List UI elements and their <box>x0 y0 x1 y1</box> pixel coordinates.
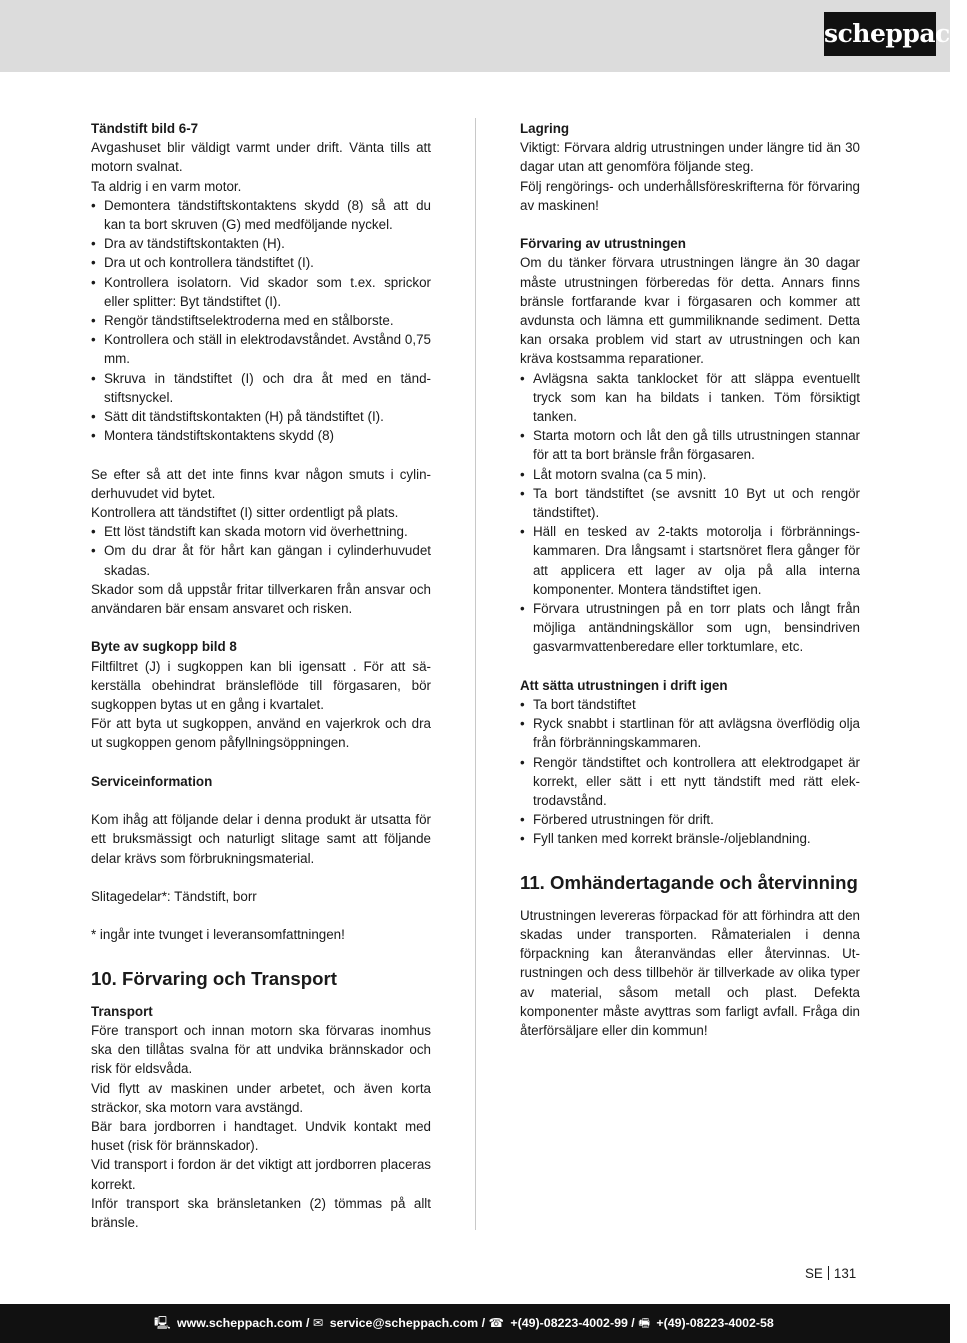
list-item: • Ta bort tändstiftet (se avsnitt 10 Byt ut och rengör tändstiftet). <box>520 484 860 522</box>
footer-bar <box>0 1304 950 1343</box>
spacer <box>91 868 431 887</box>
list-item: • Om du drar åt för hårt kan gängan i cylinderhuvudet skadas. <box>91 541 431 579</box>
list-item: • Demontera tändstiftskontaktens skydd (8) så att du kan ta bort skruven (G) med medföljande nyckel. <box>91 196 431 234</box>
subsection-heading: Att sätta utrustningen i drift igen <box>520 677 728 693</box>
page-number-value: 131 <box>833 1266 857 1281</box>
paragraph: Utrustningen levereras förpackad för att förhindra att den skadas under transporten. Råmaterialen i denna förpackning kan återanvändas eller återvinnas. Utrustningen och dess tillbehör är tillverkade av olika typer av material, såsom metall och plast. Defekta komponenter måste avyttras som farligt avfall. Fråga din återförsäljare eller din kommun! <box>520 907 860 1039</box>
left-column <box>91 119 431 1232</box>
paragraph: Slitagedelar*: Tändstift, borr <box>91 889 257 905</box>
paragraph: Filtfiltret (J) i sugkoppen kan bli igensatt . För att säkerställa obehindrat bränsleflöde till förgasaren, bör sugkoppen bytas ut en gång i kvartalet. <box>91 658 431 713</box>
spacer <box>91 945 431 964</box>
bullet-list <box>91 522 431 580</box>
page-language: SE <box>805 1266 823 1281</box>
footer-phone: +(49)-08223-4002-99 / <box>510 1316 635 1330</box>
footer-web-link[interactable]: www.scheppach.com / <box>176 1316 310 1330</box>
subsection-heading: Tändstift bild 6-7 <box>91 121 199 136</box>
spacer <box>520 849 860 868</box>
list-item: • Ett löst tändstift kan skada motorn vid överhettning. <box>91 522 431 541</box>
list-item: • Ta bort tändstiftet <box>520 695 860 714</box>
paragraph: Vid flytt av maskinen under arbetet, och även korta sträckor, ska motorn vara avstängd. <box>91 1080 431 1115</box>
list-item: • Låt motorn svalna (ca 5 min). <box>520 465 860 484</box>
list-item: • Sätt dit tändstiftskontakten (H) på tändstiftet (I). <box>91 407 431 426</box>
spacer <box>91 618 431 637</box>
paragraph: Kom ihåg att följande delar i denna produkt är utsatta för ett bruksmässigt och naturligt slitage samt att följande delar krävs som förbrukningsmaterial. <box>91 812 431 866</box>
subsection-heading: Byte av sugkopp bild 8 <box>91 639 237 655</box>
spacer <box>91 445 431 464</box>
list-item: • Avlägsna sakta tanklocket för att släppa eventuellt tryck som kan ha bildats i tanken. Töm försiktigt tanken. <box>520 369 860 427</box>
phone-icon: ☎ <box>488 1316 504 1330</box>
spacer <box>520 657 860 676</box>
list-item: • Dra ut och kontrollera tändstiftet (I). <box>91 253 431 272</box>
computer-icon: 🖳 <box>154 1316 171 1330</box>
list-item: • Förvara utrustningen på en torr plats och långt från möjliga antändningskällor som ugn, bensindriven gasvarmvattenberedare eller torktumlare, etc. <box>520 599 860 657</box>
paragraph: Avgashuset blir väldigt varmt under drift. Vänta tills att motorn svalnat. <box>91 140 431 175</box>
list-item: • Rengör tändstiftet och kontrollera att elektrodgapet är korrekt, eller sätt i ett nytt tändstift med rätt elektrodavstånd. <box>520 753 860 811</box>
page-number-separator <box>828 1266 829 1280</box>
list-item: • Förbered utrustningen för drift. <box>520 810 860 829</box>
paragraph: * ingår inte tvunget i leveransomfattningen! <box>91 927 345 943</box>
fax-icon: 🖷 <box>638 1316 650 1330</box>
bullet-list <box>520 369 860 657</box>
paragraph: Kontrollera att tändstiftet (I) sitter ordentligt på plats. <box>91 505 399 521</box>
paragraph: Se efter så att det inte finns kvar någon smuts i cylinderhuvudet vid bytet. <box>91 466 431 501</box>
right-column <box>520 119 860 1040</box>
scheppach-logo: scheppach <box>824 12 936 56</box>
list-item: • Fyll tanken med korrekt bränsle-/oljeblandning. <box>520 829 860 848</box>
list-item: • Häll en tesked av 2-takts motorolja i förbränningskammaren. Dra långsamt i startsnöret flera gånger för att applicera ett lager av olja på alla interna komponenter. Montera tändstiftet igen. <box>520 522 860 599</box>
column-divider <box>475 118 476 1230</box>
bullet-list <box>520 695 860 849</box>
paragraph: Följ rengörings- och underhållsföreskrifterna för förvaring av maskinen! <box>520 178 860 213</box>
section-heading: 10. Förvaring och Transport <box>91 967 337 989</box>
paragraph: För att byta ut sugkoppen, använd en vajerkrok och dra ut sugkoppen genom påfyllningsöppningen. <box>91 716 431 751</box>
paragraph: Skador som då uppstår fritar tillverkaren från ansvar och användaren bär ensam ansvaret och risken. <box>91 581 431 617</box>
spacer <box>91 753 431 772</box>
list-item: • Ryck snabbt i startlinan för att avlägsna överflödig olja från förbränningskammaren. <box>520 714 860 752</box>
paragraph: Viktigt: Förvara aldrig utrustningen under längre tid än 30 dagar utan att genomföra följande steg. <box>520 140 860 175</box>
paragraph: Före transport och innan motorn ska förvaras inomhus ska den tillåtas svalna för att undvika brännskador och risk för eldsvåda. <box>91 1023 431 1077</box>
header-band <box>0 0 950 72</box>
paragraph: Bär bara jordborren i handtaget. Undvik kontakt med huset (risk för brännskador). <box>91 1119 431 1154</box>
list-item: • Skruva in tändstiftet (I) och dra åt med en tändstiftsnyckel. <box>91 369 431 407</box>
paragraph: Om du tänker förvara utrustningen längre än 30 dagar måste utrustningen förberedas för detta. Annars finns bränsle fortfarande kvar i förgasaren och kommer att avdunsta och lämna ett gummiliknande sediment. Detta kan orsaka problem vid start av utrustningen och kan kräva kostsamma reparationer. <box>520 255 860 367</box>
list-item: • Kontrollera isolatorn. Vid skador som t.ex. sprickor eller splitter: Byt tändstiftet (I). <box>91 273 431 311</box>
bullet-list <box>91 196 431 446</box>
footer-contacts <box>154 1304 774 1343</box>
paragraph: Ta aldrig i en varm motor. <box>91 178 242 194</box>
subsection-heading: Serviceinformation <box>91 773 213 789</box>
subsection-heading: Transport <box>91 1003 153 1019</box>
footer-fax: +(49)-08223-4002-58 <box>656 1316 774 1330</box>
list-item: • Montera tändstiftskontaktens skydd (8) <box>91 426 431 445</box>
section-heading: 11. Omhändertagande och återvinning <box>520 871 858 893</box>
envelope-icon: ✉ <box>312 1316 324 1330</box>
paragraph: Inför transport ska bränsletanken (2) tömmas på allt bränsle. <box>91 1195 431 1231</box>
spacer <box>91 906 431 925</box>
list-item: • Dra av tändstiftskontakten (H). <box>91 234 431 253</box>
paragraph: Vid transport i fordon är det viktigt att jordborren placeras korrekt. <box>91 1157 431 1192</box>
list-item: • Kontrollera och ställ in elektrodavståndet. Avstånd 0,75 mm. <box>91 330 431 368</box>
spacer <box>91 791 431 810</box>
list-item: • Rengör tändstiftselektroderna med en stålborste. <box>91 311 431 330</box>
subsection-heading: Lagring <box>520 121 570 136</box>
subsection-heading: Förvaring av utrustningen <box>520 236 686 252</box>
list-item: • Starta motorn och låt den gå tills utrustningen stannar för att ta bort bränsle från förgasaren. <box>520 426 860 464</box>
footer-email-link[interactable]: service@scheppach.com / <box>329 1316 486 1330</box>
page-number <box>805 1266 856 1282</box>
spacer <box>520 215 860 234</box>
